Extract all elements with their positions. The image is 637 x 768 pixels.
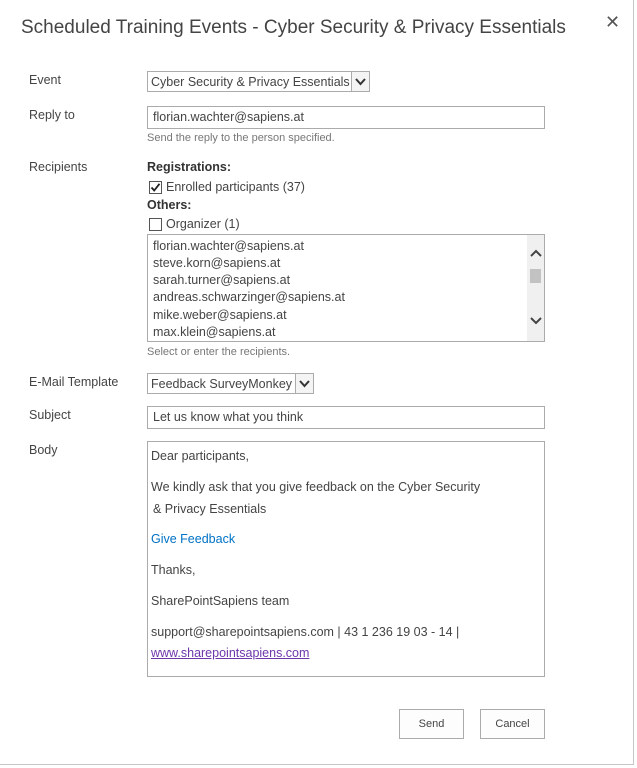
recipients-hint: Select or enter the recipients. <box>147 346 291 358</box>
reply-to-value: florian.wachter@sapiens.at <box>153 110 304 124</box>
organizer-label: Organizer (1) <box>166 217 240 231</box>
others-heading: Others: <box>147 198 192 212</box>
scrollbar-thumb[interactable] <box>530 269 541 283</box>
list-item[interactable]: andreas.schwarzinger@sapiens.at <box>153 290 345 304</box>
checkmark-icon <box>150 182 161 193</box>
body-contact: support@sharepointsapiens.com | 43 1 236 19 03 - 14 | <box>151 625 460 639</box>
list-item[interactable]: steve.korn@sapiens.at <box>153 256 281 270</box>
body-line-1: We kindly ask that you give feedback on the Cyber Security <box>151 480 481 494</box>
organizer-option[interactable] <box>149 217 240 231</box>
subject-input[interactable] <box>147 406 545 429</box>
enrolled-participants-option[interactable] <box>149 180 305 194</box>
body-greeting: Dear participants, <box>151 449 249 463</box>
chevron-down-icon[interactable] <box>527 312 544 329</box>
list-item[interactable]: florian.wachter@sapiens.at <box>153 239 304 253</box>
subject-value: Let us know what you think <box>153 410 304 424</box>
chevron-down-icon[interactable] <box>351 72 369 91</box>
registrations-heading: Registrations: <box>147 160 232 174</box>
body-line-2: & Privacy Essentials <box>153 502 267 516</box>
event-select-value: Cyber Security & Privacy Essentials <box>151 75 350 89</box>
give-feedback-link[interactable]: Give Feedback <box>151 532 236 546</box>
reply-to-label: Reply to <box>29 108 75 122</box>
recipients-scrollbar[interactable] <box>527 235 544 341</box>
template-label: E-Mail Template <box>29 375 119 389</box>
recipients-listbox[interactable] <box>147 234 545 342</box>
body-thanks: Thanks, <box>151 563 196 577</box>
enrolled-label: Enrolled participants (37) <box>166 180 305 194</box>
body-editor[interactable] <box>147 441 545 677</box>
list-item[interactable]: mike.weber@sapiens.at <box>153 308 287 322</box>
list-item[interactable]: max.klein@sapiens.at <box>153 325 276 339</box>
reply-to-hint: Send the reply to the person specified. <box>147 132 335 144</box>
event-label: Event <box>29 73 61 87</box>
subject-label: Subject <box>29 408 71 422</box>
chevron-up-icon[interactable] <box>527 244 544 261</box>
template-select-value: Feedback SurveyMonkey <box>151 377 293 391</box>
website-link[interactable]: www.sharepointsapiens.com <box>151 646 310 660</box>
reply-to-input[interactable] <box>147 106 545 129</box>
list-item[interactable]: sarah.turner@sapiens.at <box>153 273 291 287</box>
body-signature: SharePointSapiens team <box>151 594 290 608</box>
chevron-down-icon[interactable] <box>295 374 313 393</box>
cancel-button[interactable]: Cancel <box>480 709 545 739</box>
organizer-checkbox[interactable] <box>149 218 162 231</box>
recipients-label: Recipients <box>29 160 88 174</box>
body-label: Body <box>29 443 58 457</box>
send-button[interactable]: Send <box>399 709 464 739</box>
event-select[interactable] <box>147 71 370 92</box>
template-select[interactable] <box>147 373 314 394</box>
dialog-title: Scheduled Training Events - Cyber Security & Privacy Essentials <box>21 17 566 38</box>
close-icon[interactable]: ✕ <box>605 12 621 32</box>
enrolled-checkbox[interactable] <box>149 181 162 194</box>
